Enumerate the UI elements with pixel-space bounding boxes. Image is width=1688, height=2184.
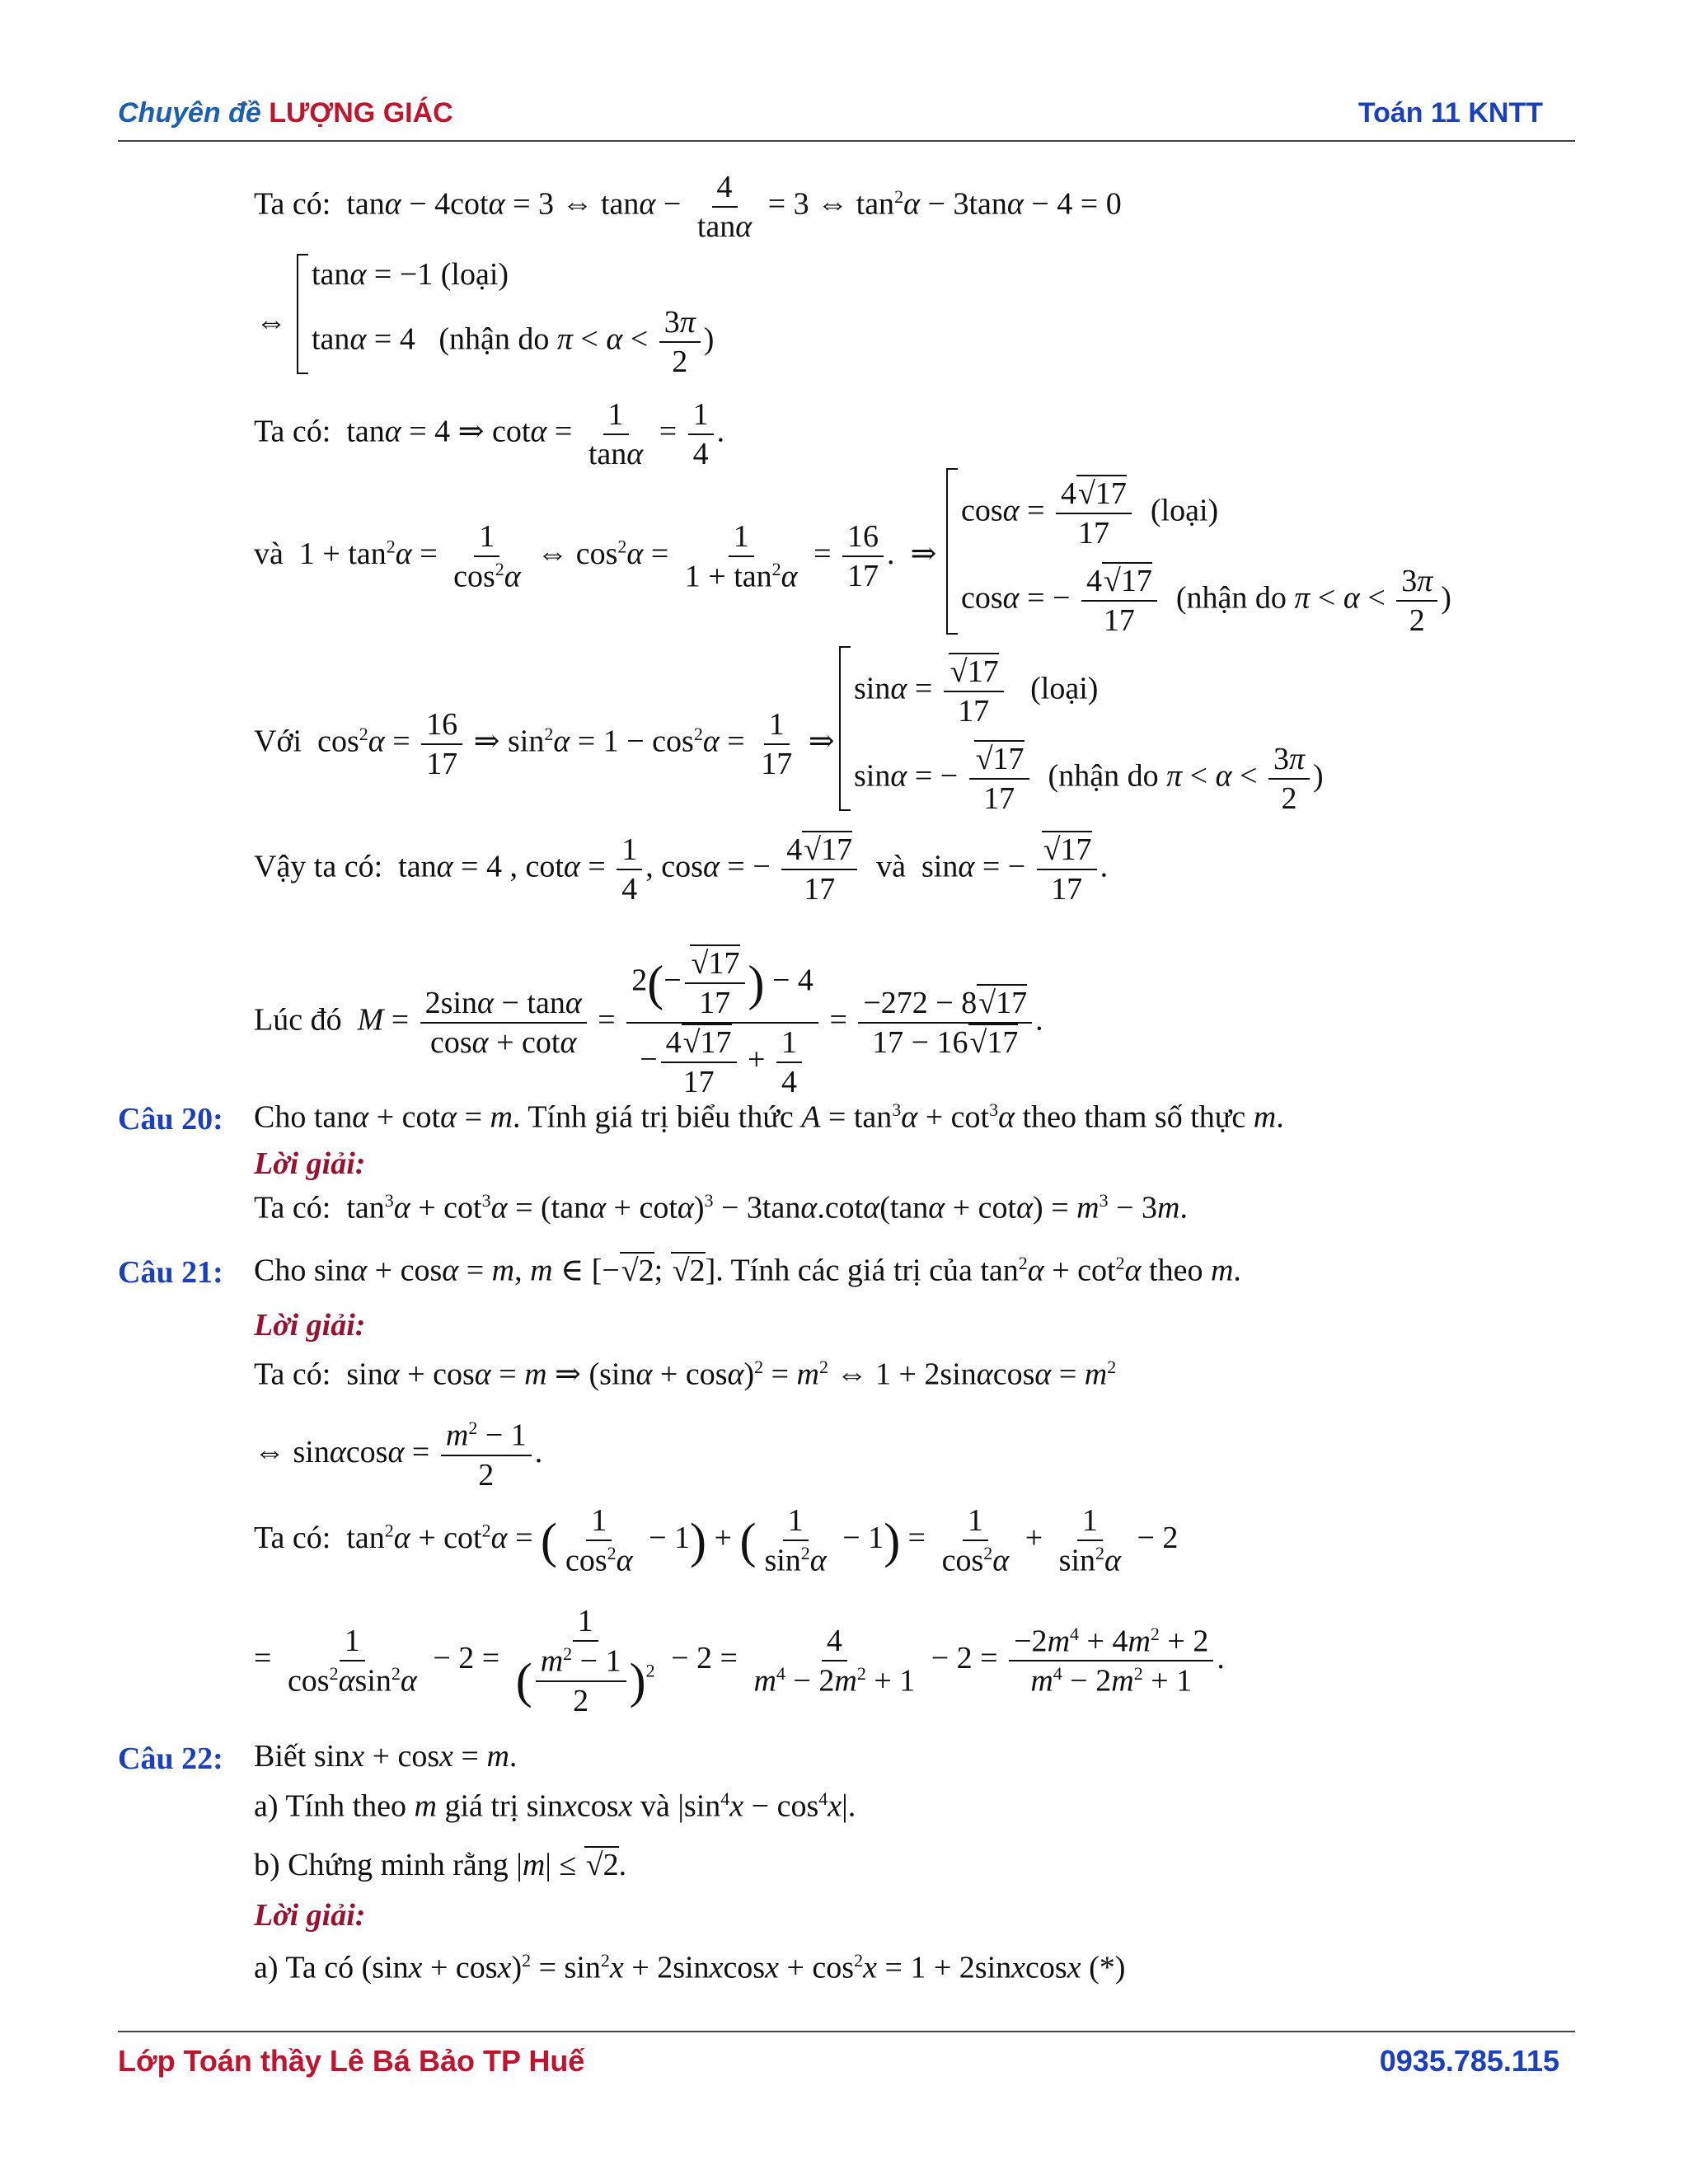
math-line: a) Ta có $(\sin x + \cos x)^2 = \sin^2x$ + 2sinxcosx + $\cos^2x = 1$ + 2sinxcosx (*) <box>254 1950 1126 1985</box>
math-line: Ta có: tanα − 4cotα = 3 ⇔ tanα − $\frac{4}{\tan\alpha}$ = 3 ⇔ $\tan^2\alpha - 3\tan\alpha - 4 = 0$ <box>254 170 1122 244</box>
math-line: Ta có: tanα = 4 ⇒ cotα = $\frac{1}{\tan\alpha}$ = $\frac{1}{4}$ . <box>254 397 725 471</box>
math-line: tanα = 4 (nhận do π < α < $\frac{3\pi}{2}$ ) <box>312 305 715 379</box>
footer-rule <box>118 2031 1575 2032</box>
math-line: Ta có: $\tan^2\alpha + \cot^2\alpha$ = ( $\frac{1}{\cos^2\alpha}$ − 1) + ( $\frac{1}{\sin^2\alpha}$ − 1) = $\frac{1}{\cos^2\alpha}$ + $\frac{1}{\sin^2\alpha}$ − 2 <box>254 1503 1179 1578</box>
math-line: ⇔ sinαcosα = $\frac{m^2 - 1}{2}$ . <box>254 1418 543 1493</box>
header-topic-name: LƯỢNG GIÁC <box>269 97 453 129</box>
footer-teacher: Lớp Toán thầy Lê Bá Bảo TP Huế <box>118 2044 585 2078</box>
math-line: Với $\cos^2\alpha$ = $\frac{16}{17}$ ⇒ $\sin^2\alpha = 1 - \cos^2\alpha$ = $\frac{1}{17}$ ⇒ <box>254 707 835 781</box>
question-part-b: b) Chứng minh rằng |m| ≤ √2. <box>254 1848 627 1882</box>
math-line: sinα = $\frac{√17}{17}$ (loại) <box>854 654 1099 729</box>
question-label: Câu 20: <box>118 1102 223 1137</box>
math-line: = $\frac{1}{\cos^2\alpha\sin^2\alpha}$ − 2 = 1 ( $\frac{m^2 - 1}{2}$ )$^2$ − 2 = $\frac{4}{m^4 - 2m^2 + 1}$ − 2 = $\frac{-2m^4 + 4m^2 + 2}{m^4 - 2m^2 + 1}$ . <box>254 1604 1225 1718</box>
solution-label: Lời giải: <box>254 1146 366 1181</box>
case-bracket <box>946 468 958 635</box>
solution-label: Lời giải: <box>254 1308 366 1343</box>
math-line: Vậy ta có: tanα = 4 , cotα = $\frac{1}{4}$ , cosα = − $\frac{4√17}{17}$ và sinα = − $\frac{√17}{17}$ . <box>254 832 1109 907</box>
header-course: Toán 11 KNTT <box>1357 97 1543 129</box>
solution-label: Lời giải: <box>254 1898 366 1933</box>
header-rule <box>118 140 1575 142</box>
math-line: cosα = − $\frac{4√17}{17}$ (nhận do π < α < $\frac{3\pi}{2}$ ) <box>961 564 1451 638</box>
math-line: Ta có: sinα + cosα = m ⇒ $(\sin\alpha + \cos\alpha)^2 = m^2$ ⇔ $1 + 2\sin\alpha\cos\alpha = m^2$ <box>254 1357 1117 1392</box>
footer-phone: 0935.785.115 <box>1379 2044 1559 2078</box>
math-line: sinα = − $\frac{√17}{17}$ (nhận do π < α < $\frac{3\pi}{2}$ ) <box>854 742 1324 816</box>
math-line: tanα = −1 (loại) <box>312 257 509 292</box>
header-prefix: Chuyên đề <box>118 97 261 129</box>
question-text: Cho tanα + cotα = m. Tính giá trị biểu thức $A = \tan^3\alpha + \cot^3\alpha$ theo tham số thực m. <box>254 1099 1284 1135</box>
question-text: Cho sinα + cosα = m, m ∈ [−√2; √2]. Tính các giá trị của $\tan^2\alpha + \cot^2\alpha$ theo m. <box>254 1253 1241 1288</box>
case-bracket <box>297 254 308 374</box>
case-bracket <box>839 646 851 811</box>
math-line: Ta có: $\tan^3\alpha + \cot^3\alpha = (\tan\alpha + \cot\alpha)^3 - 3\tan\alpha.\cot\alpha(\tan\alpha + \cot\alpha) = m^3 - 3m$. <box>254 1190 1188 1226</box>
question-label: Câu 21: <box>118 1255 223 1290</box>
question-part-a: a) Tính theo m giá trị sinxcosx và $|\sin^4x - \cos^4x|$. <box>254 1788 856 1824</box>
math-line: Lúc đó M = $\frac{2\sin\alpha - \tan\alpha}{\cos\alpha + \cot\alpha}$ = 2(− $\frac{√17}{17}$ ) − 4 − $\frac{4√17}{17}$ + $\frac{1}{4}$ = $\frac{-272 - 8√17}{17 - 16√17}$ . <box>254 946 1043 1099</box>
question-label: Câu 22: <box>118 1741 223 1776</box>
header-topic <box>118 97 453 129</box>
question-text: Biết sinx + cosx = m. <box>254 1739 518 1774</box>
math-line: ⇔ <box>256 305 287 340</box>
math-line: cosα = $\frac{4√17}{17}$ (loại) <box>961 476 1219 551</box>
math-line: và $1 + \tan^2\alpha$ = $\frac{1}{\cos^2\alpha}$ ⇔ $\cos^2\alpha$ = $\frac{1}{1 + \tan^2\alpha}$ = $\frac{16}{17}$ . ⇒ <box>254 519 937 594</box>
